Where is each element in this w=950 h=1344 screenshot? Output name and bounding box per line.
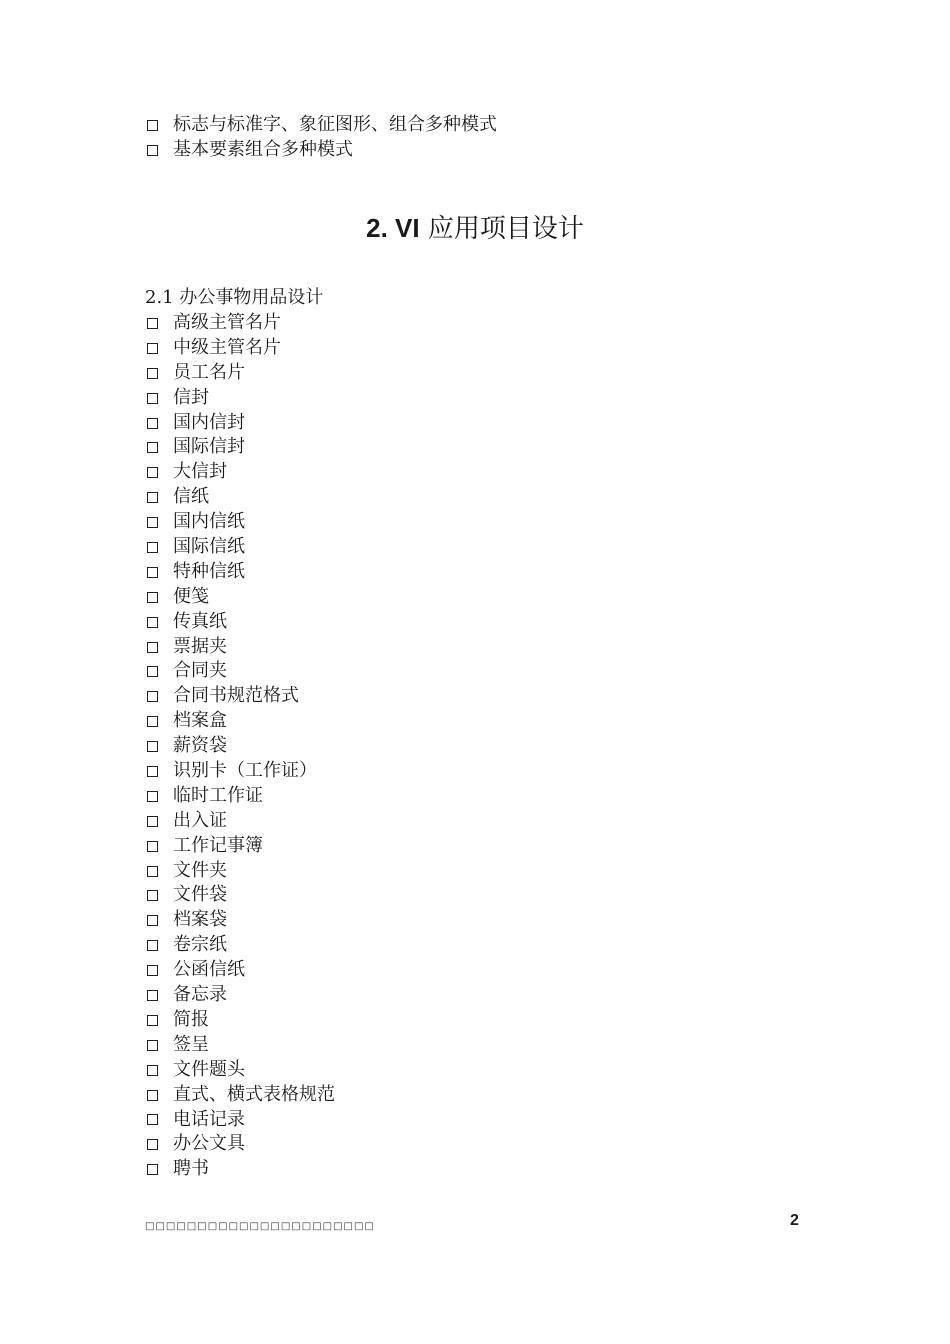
list-item-label: 文件题头 <box>173 1058 245 1080</box>
list-item <box>145 834 335 859</box>
list-item <box>145 535 335 560</box>
checkbox-icon <box>147 442 158 453</box>
list-item <box>145 510 335 535</box>
list-item <box>145 883 335 908</box>
list-item-label: 档案袋 <box>173 909 227 931</box>
list-item <box>145 1108 335 1133</box>
list-item-label: 中级主管名片 <box>173 336 281 358</box>
list-item <box>145 435 335 460</box>
office-supplies-checklist <box>145 311 335 1182</box>
checkbox-icon <box>147 120 158 131</box>
list-item <box>145 311 335 336</box>
list-item <box>145 635 335 660</box>
list-item-label: 签呈 <box>173 1033 209 1055</box>
list-item <box>145 361 335 386</box>
heading-number: 2. VI <box>366 213 420 243</box>
checkbox-icon <box>147 890 158 901</box>
checkbox-icon <box>147 617 158 628</box>
list-item <box>145 585 335 610</box>
checkbox-icon <box>147 1164 158 1175</box>
list-item <box>145 734 335 759</box>
list-item-label: 文件袋 <box>173 884 227 906</box>
list-item <box>145 659 335 684</box>
list-item <box>145 336 335 361</box>
checkbox-icon <box>147 816 158 827</box>
list-item <box>145 411 335 436</box>
checkbox-icon <box>147 915 158 926</box>
list-item <box>145 958 335 983</box>
list-item <box>145 386 335 411</box>
list-item <box>145 460 335 485</box>
list-item-label: 档案盒 <box>173 710 227 732</box>
checkbox-icon <box>147 517 158 528</box>
list-item <box>145 138 497 163</box>
checkbox-icon <box>147 145 158 156</box>
list-item-label: 公函信纸 <box>173 959 245 981</box>
page-heading <box>0 208 950 249</box>
list-item-label: 备忘录 <box>173 984 227 1006</box>
list-item-label: 工作记事簿 <box>173 834 263 856</box>
list-item-label: 文件夹 <box>173 859 227 881</box>
list-item-label: 票据夹 <box>173 635 227 657</box>
list-item-label: 卷宗纸 <box>173 934 227 956</box>
list-item <box>145 709 335 734</box>
list-item-label: 合同夹 <box>173 660 227 682</box>
list-item-label: 便笺 <box>173 585 209 607</box>
top-checklist <box>145 113 497 163</box>
list-item-label: 基本要素组合多种模式 <box>173 138 353 160</box>
list-item <box>145 1157 335 1182</box>
list-item-label: 国内信纸 <box>173 511 245 533</box>
list-item <box>145 1008 335 1033</box>
list-item-label: 出入证 <box>173 809 227 831</box>
checkbox-icon <box>147 642 158 653</box>
page-number: 2 <box>790 1212 799 1229</box>
section-title: 2.1 办公事物用品设计 <box>145 287 324 308</box>
checkbox-icon <box>147 766 158 777</box>
checkbox-icon <box>147 318 158 329</box>
list-item-label: 合同书规范格式 <box>173 685 299 707</box>
list-item <box>145 759 335 784</box>
checkbox-icon <box>147 542 158 553</box>
footer-text: □□□□□□□□□□□□□□□□□□□□□□ <box>145 1221 375 1232</box>
list-item <box>145 809 335 834</box>
list-item <box>145 933 335 958</box>
checkbox-icon <box>147 418 158 429</box>
list-item-label: 国内信封 <box>173 411 245 433</box>
checkbox-icon <box>147 1139 158 1150</box>
checkbox-icon <box>147 666 158 677</box>
checkbox-icon <box>147 990 158 1001</box>
list-item <box>145 684 335 709</box>
list-item <box>145 610 335 635</box>
checkbox-icon <box>147 467 158 478</box>
list-item-label: 薪资袋 <box>173 735 227 757</box>
list-item-label: 国际信封 <box>173 436 245 458</box>
list-item-label: 信封 <box>173 386 209 408</box>
list-item-label: 特种信纸 <box>173 560 245 582</box>
list-item-label: 高级主管名片 <box>173 312 281 333</box>
list-item <box>145 983 335 1008</box>
checkbox-icon <box>147 393 158 404</box>
checkbox-icon <box>147 791 158 802</box>
list-item-label: 国际信纸 <box>173 536 245 558</box>
checkbox-icon <box>147 940 158 951</box>
list-item <box>145 485 335 510</box>
list-item-label: 信纸 <box>173 486 209 508</box>
list-item <box>145 1058 335 1083</box>
checkbox-icon <box>147 567 158 578</box>
list-item-label: 识别卡（工作证） <box>173 760 317 782</box>
checkbox-icon <box>147 343 158 354</box>
list-item-label: 聘书 <box>173 1158 209 1180</box>
checkbox-icon <box>147 866 158 877</box>
list-item <box>145 113 497 138</box>
list-item-label: 大信封 <box>173 461 227 483</box>
list-item-label: 临时工作证 <box>173 784 263 806</box>
heading-text: 应用项目设计 <box>427 214 584 244</box>
list-item <box>145 1033 335 1058</box>
list-item <box>145 859 335 884</box>
list-item <box>145 1132 335 1157</box>
list-item-label: 办公文具 <box>173 1133 245 1155</box>
checkbox-icon <box>147 1065 158 1076</box>
checkbox-icon <box>147 1090 158 1101</box>
list-item <box>145 1083 335 1108</box>
checkbox-icon <box>147 691 158 702</box>
list-item-label: 直式、横式表格规范 <box>173 1083 335 1105</box>
checkbox-icon <box>147 492 158 503</box>
checkbox-icon <box>147 965 158 976</box>
list-item-label: 传真纸 <box>173 610 227 632</box>
list-item-label: 简报 <box>173 1008 209 1030</box>
checkbox-icon <box>147 368 158 379</box>
list-item-label: 电话记录 <box>173 1108 245 1130</box>
checkbox-icon <box>147 1015 158 1026</box>
checkbox-icon <box>147 716 158 727</box>
list-item <box>145 908 335 933</box>
checkbox-icon <box>147 841 158 852</box>
list-item-label: 标志与标准字、象征图形、组合多种模式 <box>173 114 497 135</box>
checkbox-icon <box>147 592 158 603</box>
checkbox-icon <box>147 1114 158 1125</box>
list-item-label: 员工名片 <box>173 361 245 383</box>
list-item <box>145 784 335 809</box>
checkbox-icon <box>147 741 158 752</box>
list-item <box>145 560 335 585</box>
checkbox-icon <box>147 1040 158 1051</box>
